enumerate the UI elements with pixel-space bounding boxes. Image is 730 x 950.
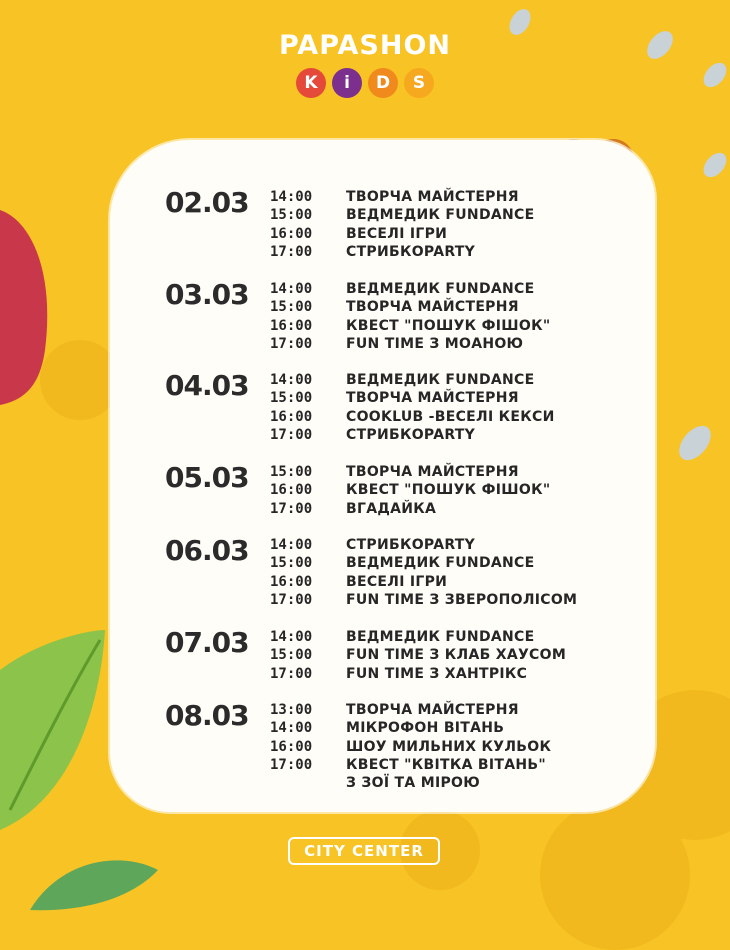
event-time: 13:00 (270, 702, 313, 719)
event-time: 14:00 (270, 189, 313, 206)
event-row (270, 646, 620, 664)
event-row (270, 500, 620, 518)
event-row (270, 756, 620, 774)
event-title: ВЕСЕЛІ ІГРИ (346, 573, 448, 590)
event-row (270, 371, 620, 389)
event-row (270, 408, 620, 426)
event-list (270, 536, 620, 609)
event-title: COOKLUB -ВЕСЕЛІ КЕКСИ (346, 408, 555, 425)
event-time: 16:00 (270, 573, 313, 590)
event-row (270, 554, 620, 572)
event-title: КВЕСТ "ПОШУК ФІШОК" (346, 482, 551, 499)
event-title: FUN TIME З ЗВЕРОПОЛІСОМ (346, 592, 578, 609)
event-row (270, 206, 620, 224)
event-time: 15:00 (270, 207, 313, 224)
city-center-logo: CITY CENTER (288, 837, 440, 865)
event-time: 15:00 (270, 555, 313, 572)
event-time: 17:00 (270, 336, 313, 353)
kids-letter: S (404, 68, 434, 98)
event-title: КВЕСТ "ПОШУК ФІШОК" (346, 317, 551, 334)
event-time: 17:00 (270, 244, 313, 261)
event-title: СТРИБКОPARTY (346, 427, 476, 444)
event-title: ТВОРЧА МАЙСТЕРНЯ (346, 464, 519, 481)
event-time: 16:00 (270, 225, 313, 242)
event-title: З ЗОЇ ТА МІРОЮ (346, 775, 480, 792)
event-title: КВЕСТ "КВІТКА ВІТАНЬ" (346, 757, 546, 774)
event-time: 15:00 (270, 464, 313, 481)
event-title: FUN TIME З ХАНТРІКС (346, 665, 528, 682)
green-leaf-icon (0, 630, 110, 840)
event-row (270, 573, 620, 591)
event-row (270, 225, 620, 243)
event-time: 14:00 (270, 372, 313, 389)
event-title: ВЕДМЕДИК FUNDANCE (346, 281, 535, 298)
event-time: 15:00 (270, 390, 313, 407)
event-title: ВГАДАЙКА (346, 500, 437, 517)
event-title: ТВОРЧА МАЙСТЕРНЯ (346, 189, 519, 206)
event-title: ШОУ МИЛЬНИХ КУЛЬОК (346, 738, 552, 755)
event-row (270, 463, 620, 481)
event-time: 14:00 (270, 720, 313, 737)
day-date: 06.03 (165, 534, 249, 567)
day-date: 07.03 (165, 626, 249, 659)
event-list (270, 701, 620, 792)
event-title: ТВОРЧА МАЙСТЕРНЯ (346, 702, 519, 719)
event-title: ВЕДМЕДИК FUNDANCE (346, 629, 535, 646)
event-row (270, 719, 620, 737)
event-title: МІКРОФОН ВІТАНЬ (346, 720, 505, 737)
event-row (270, 738, 620, 756)
day-date: 02.03 (165, 186, 249, 219)
event-list (270, 280, 620, 353)
event-title: ТВОРЧА МАЙСТЕРНЯ (346, 299, 519, 316)
event-title: ВЕДМЕДИК FUNDANCE (346, 207, 535, 224)
seed-icon (670, 415, 720, 470)
event-time: 15:00 (270, 299, 313, 316)
event-row (270, 665, 620, 683)
brand-logo (0, 30, 730, 98)
event-row (270, 701, 620, 719)
event-time: 17:00 (270, 427, 313, 444)
event-time: 14:00 (270, 537, 313, 554)
event-row (270, 481, 620, 499)
event-row (270, 335, 620, 353)
event-time: 17:00 (270, 500, 313, 517)
event-row (270, 774, 620, 792)
event-time: 17:00 (270, 757, 313, 774)
kids-logo (0, 68, 730, 98)
event-time: 16:00 (270, 317, 313, 334)
event-title: ВЕСЕЛІ ІГРИ (346, 225, 448, 242)
day-date: 04.03 (165, 369, 249, 402)
event-row (270, 591, 620, 609)
event-row (270, 298, 620, 316)
day-date: 08.03 (165, 699, 249, 732)
event-row (270, 389, 620, 407)
event-list (270, 628, 620, 683)
event-list (270, 463, 620, 518)
event-title: ВЕДМЕДИК FUNDANCE (346, 555, 535, 572)
event-title: СТРИБКОPARTY (346, 537, 476, 554)
event-title: СТРИБКОPARTY (346, 244, 476, 261)
red-leaf-icon (0, 200, 60, 410)
event-time: 17:00 (270, 665, 313, 682)
event-row (270, 628, 620, 646)
event-row (270, 536, 620, 554)
event-row (270, 317, 620, 335)
event-title: FUN TIME З МОАНОЮ (346, 336, 524, 353)
event-title: ТВОРЧА МАЙСТЕРНЯ (346, 390, 519, 407)
event-title: FUN TIME З КЛАБ ХАУСОМ (346, 647, 567, 664)
event-title: ВЕДМЕДИК FUNDANCE (346, 372, 535, 389)
brand-name: PAPASHON (278, 30, 451, 61)
event-time: 16:00 (270, 482, 313, 499)
event-time: 14:00 (270, 281, 313, 298)
event-row (270, 426, 620, 444)
event-row (270, 188, 620, 206)
event-time: 16:00 (270, 738, 313, 755)
event-time: 15:00 (270, 647, 313, 664)
event-list (270, 188, 620, 261)
event-row (270, 243, 620, 261)
day-date: 05.03 (165, 461, 249, 494)
background-circle (540, 800, 690, 950)
kids-letter: D (368, 68, 398, 98)
event-time: 17:00 (270, 592, 313, 609)
kids-letter: i (332, 68, 362, 98)
day-date: 03.03 (165, 278, 249, 311)
kids-letter: K (296, 68, 326, 98)
event-time: 14:00 (270, 629, 313, 646)
event-time: 16:00 (270, 408, 313, 425)
seed-icon (695, 145, 730, 185)
small-leaf-icon (30, 850, 160, 912)
event-list (270, 371, 620, 444)
event-row (270, 280, 620, 298)
